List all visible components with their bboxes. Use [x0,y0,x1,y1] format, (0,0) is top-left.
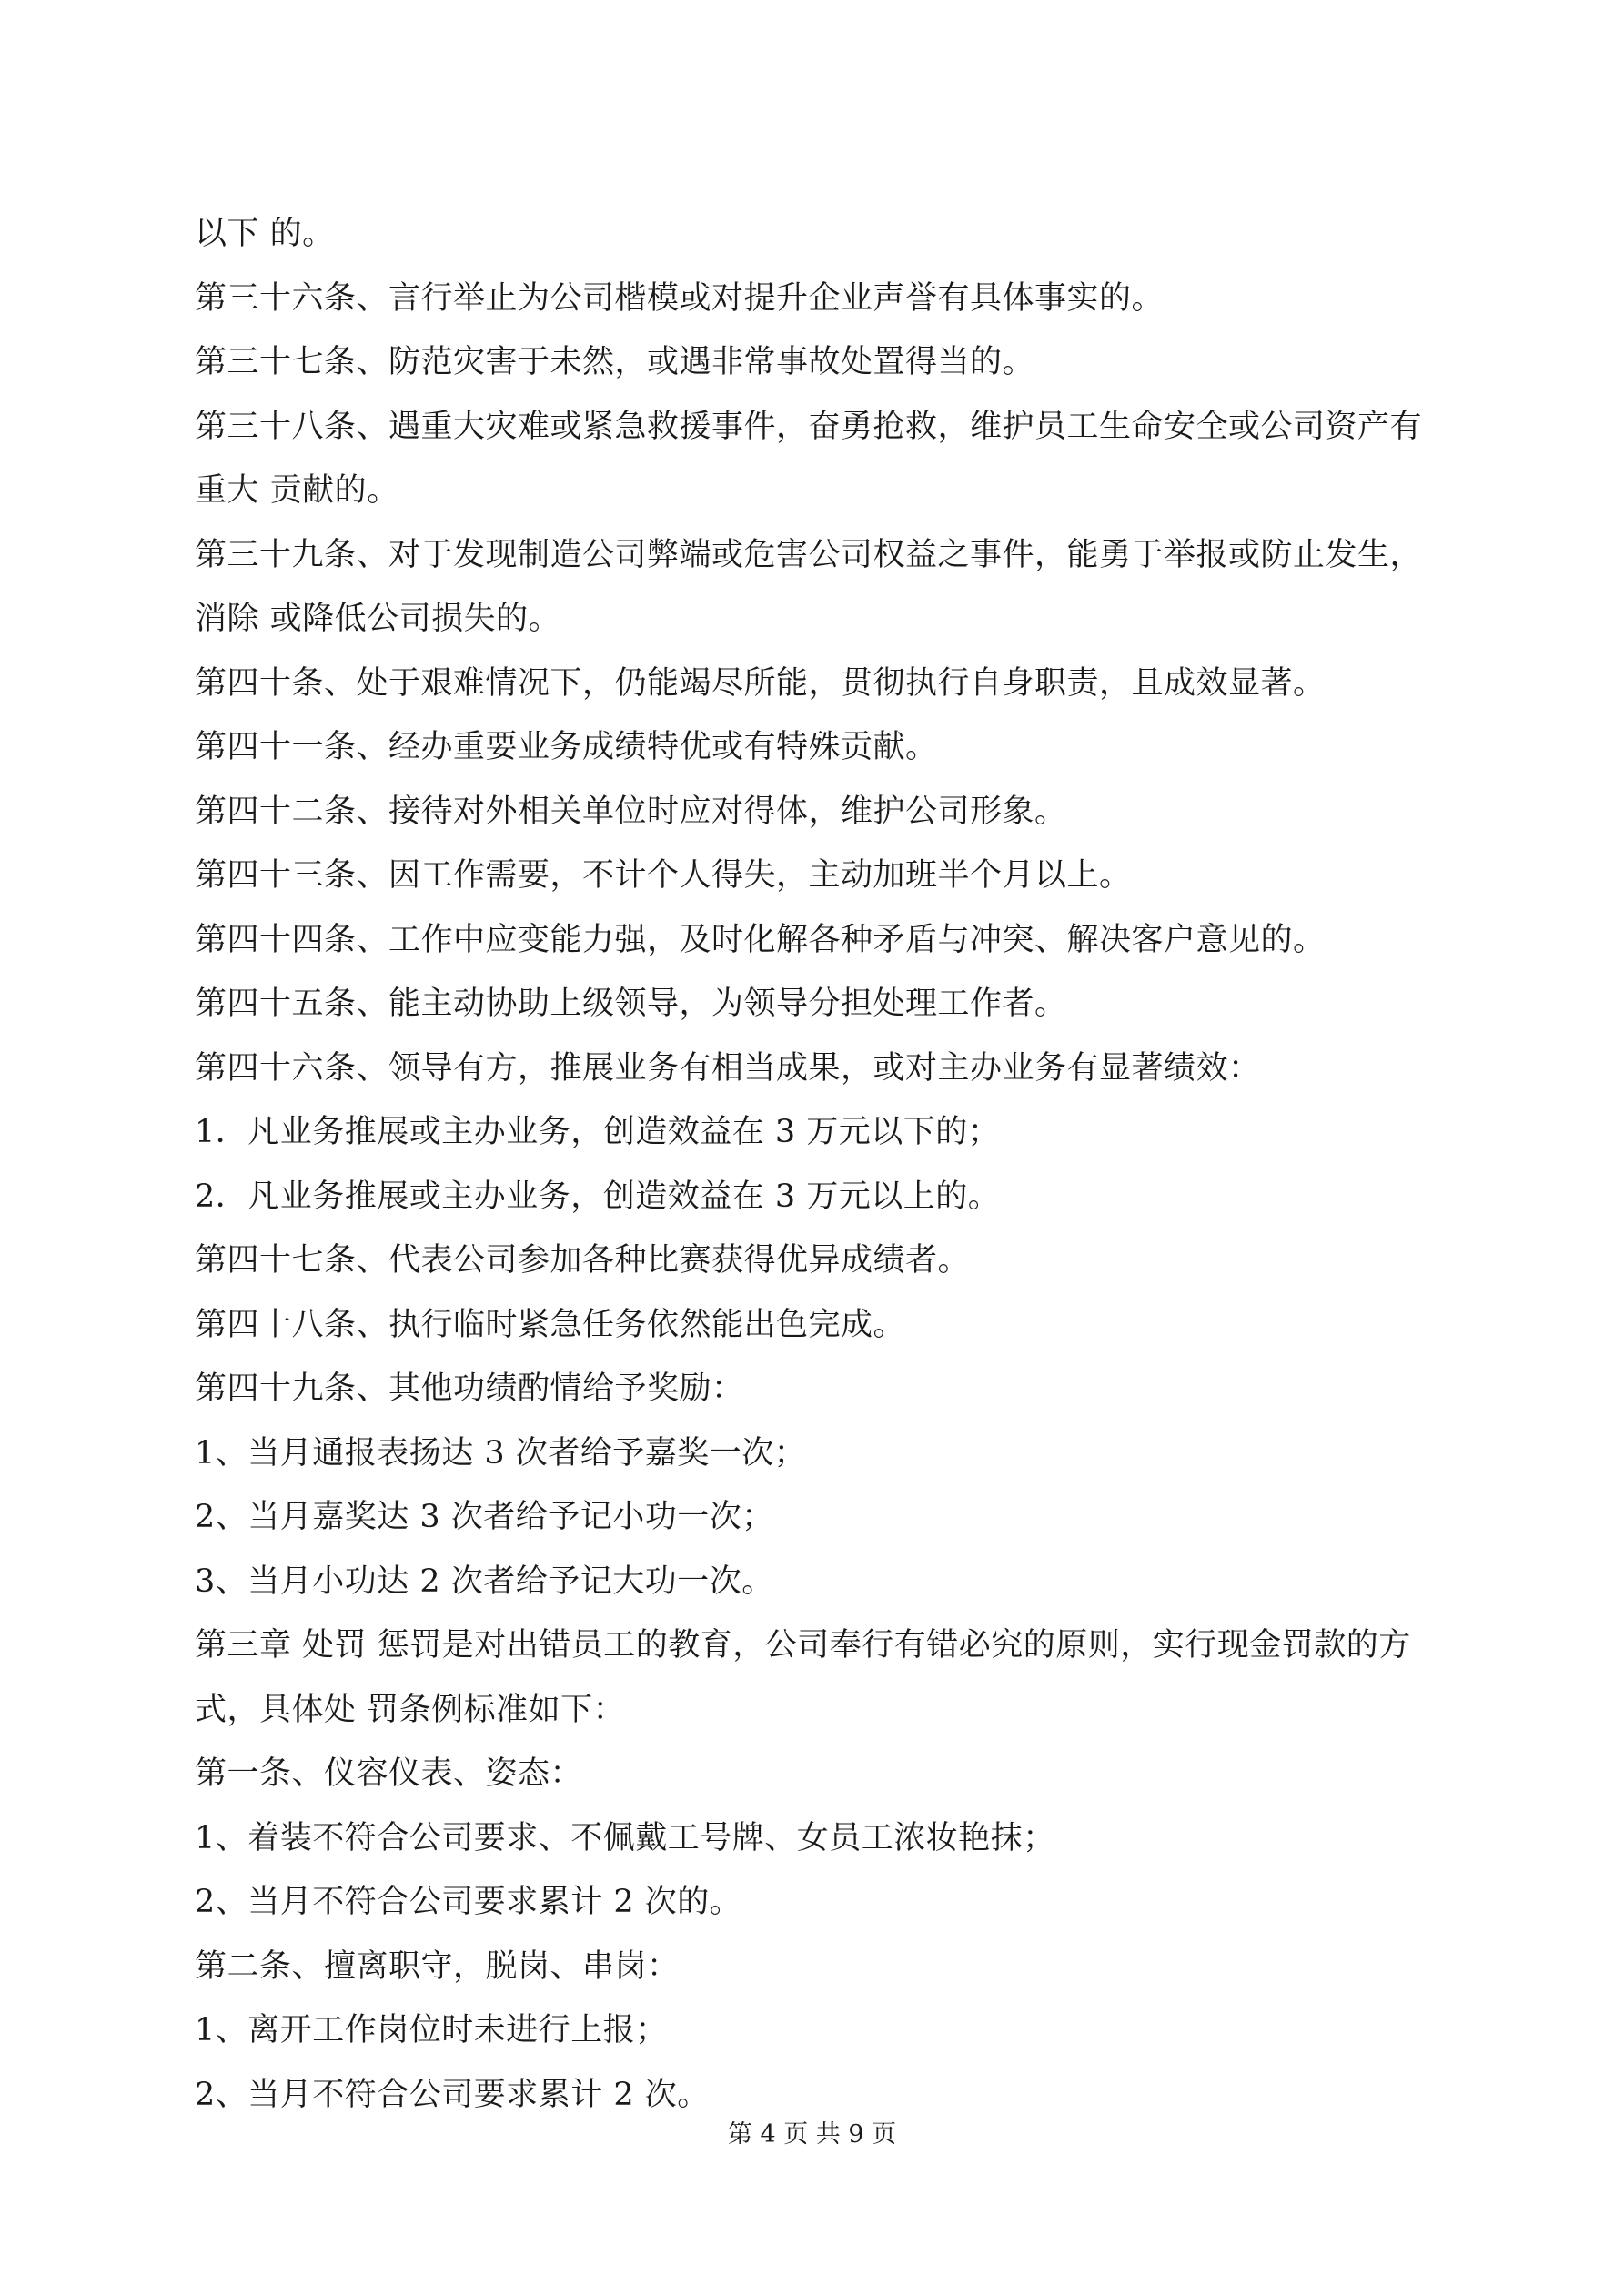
text-line: 2、当月嘉奖达 3 次者给予记小功一次； [195,1499,774,1535]
text-line: 以下 的。 [195,216,335,252]
text-line: 第二条、擅离职守，脱岗、串岗： [195,1947,680,1985]
text-line: 第四十一条、经办重要业务成绩特优或有特殊贡献。 [195,729,938,765]
text-line: 1．凡业务推展或主办业务，创造效益在 3 万元以下的； [195,1114,1001,1150]
text-line: 第三十七条、防范灾害于未然，或遇非常事故处置得当的。 [195,344,1035,380]
text-line: 第四十二条、接待对外相关单位时应对得体，维护公司形象。 [195,793,1067,830]
text-line: 1、着装不符合公司要求、不佩戴工号牌、女员工浓妆艳抹； [195,1819,1055,1856]
text-line: 第四十条、处于艰难情况下，仍能竭尽所能，贯彻执行自身职责，且成效显著。 [195,664,1326,702]
text-line: 第四十八条、执行临时紧急任务依然能出色完成。 [195,1306,906,1343]
text-line: 3、当月小功达 2 次者给予记大功一次。 [195,1563,774,1600]
text-line: 第一条、仪容仪表、姿态： [195,1755,583,1792]
text-line: 2．凡业务推展或主办业务，创造效益在 3 万元以上的。 [195,1178,1001,1215]
text-line: 消除 或降低公司损失的。 [195,601,561,637]
text-line: 第四十三条、因工作需要，不计个人得失，主动加班半个月以上。 [195,857,1132,894]
text-line: 1、离开工作岗位时未进行上报； [195,2012,668,2048]
text-line: 第三十八条、遇重大灾难或紧急救援事件，奋勇抢救，维护员工生命安全或公司资产有 [195,408,1423,445]
text-line: 第三章 处罚 惩罚是对出错员工的教育，公司奉行有错必究的原则，实行现金罚款的方 [195,1627,1411,1664]
text-line: 2、当月不符合公司要求累计 2 次。 [195,2076,710,2113]
text-line: 2、当月不符合公司要求累计 2 次的。 [195,1884,742,1920]
text-line: 式，具体处 罚条例标准如下： [195,1691,626,1728]
text-line: 第四十四条、工作中应变能力强，及时化解各种矛盾与冲突、解决客户意见的。 [195,921,1326,958]
document-body [195,202,1468,2127]
text-line: 第四十九条、其他功绩酌情给予奖励： [195,1371,744,1407]
text-line: 第四十五条、能主动协助上级领导，为领导分担处理工作者。 [195,986,1067,1022]
page-number-footer: 第 4 页 共 9 页 [727,2120,897,2149]
text-line: 1、当月通报表扬达 3 次者给予嘉奖一次； [195,1434,807,1472]
text-line: 第四十七条、代表公司参加各种比赛获得优异成绩者。 [195,1242,971,1279]
text-line: 重大 贡献的。 [195,472,399,509]
text-line: 第三十九条、对于发现制造公司弊端或危害公司权益之事件，能勇于举报或防止发生， [195,536,1423,573]
text-line: 第三十六条、言行举止为公司楷模或对提升企业声誉有具体事实的。 [195,279,1165,317]
text-line: 第四十六条、领导有方，推展业务有相当成果，或对主办业务有显著绩效： [195,1049,1261,1087]
